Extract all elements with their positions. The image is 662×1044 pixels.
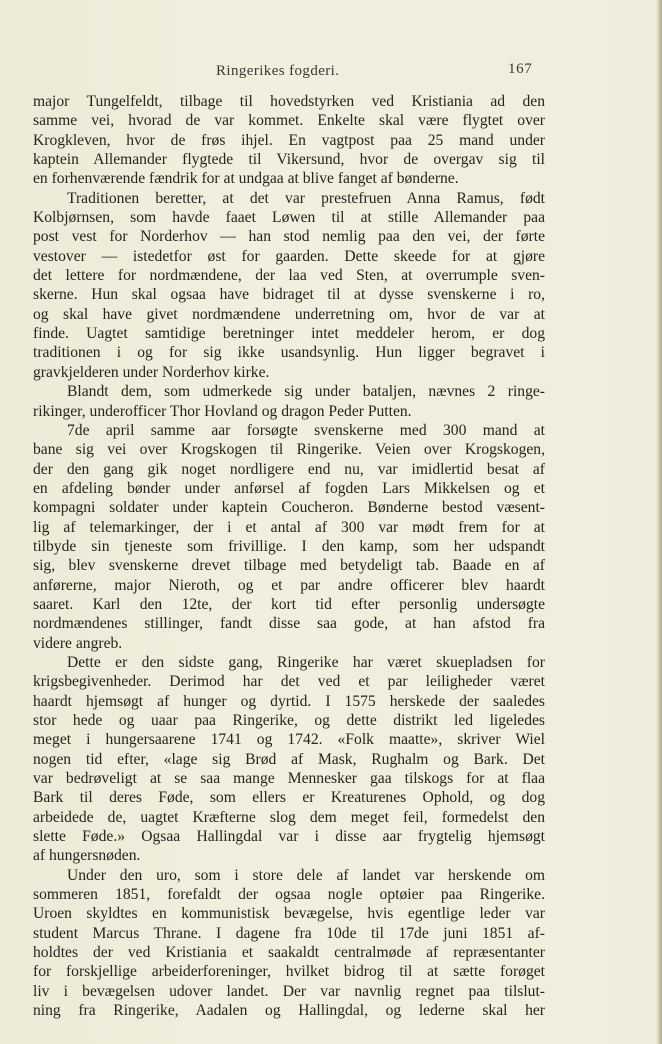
text-line: bane sig vei over Krogskogen til Ringerike. Veien over Krogskogen, [33,441,545,459]
text-line: gravkjelderen under Norderhov kirke. [33,363,270,381]
text-line: Uroen skyldtes en kommunistisk bevægelse, hvis egentlige leder var [33,905,545,923]
text-line: sommeren 1851, forefaldt der ogsaa nogle optøier paa Ringerike. [33,886,545,904]
text-line: skerne. Hun skal ogsaa have bidraget til at dysse svenskerne i ro, [33,286,545,304]
running-title: Ringerikes fogderi. [216,63,340,79]
text-line: sig, blev svenskerne drevet tilbage med betydeligt tab. Baade en af [33,557,545,575]
text-line: en afdeling bønder under anførsel af fogden Lars Mikkelsen og et [33,479,545,497]
text-line: det lettere for nordmændene, der laa ved Sten, at overrumple sven- [33,267,545,285]
text-line: traditionen i og for sig ikke usandsynlig. Hun ligger begravet i [33,344,545,362]
text-line: nogen tid efter, «lage sig Brød af Mask, Rughalm og Bark. Det [33,750,545,768]
text-line: student Marcus Thrane. I dagene fra 10de til 17de juni 1851 af- [33,924,545,942]
text-line: kaptein Allemander flygtede til Vikersund, hvor de overgav sig til [33,151,545,169]
body-text [33,92,545,1021]
text-line: holdtes der ved Kristiania et saakaldt centralmøde af repræsentanter [33,944,545,962]
text-line: liv i bevægelsen udover landet. Der var navnlig regnet paa tilslut- [33,982,545,1000]
text-line: vestover — istedetfor øst for gaarden. Dette skeede for at gjøre [33,247,545,265]
text-line: 7de april samme aar forsøgte svenskerne med 300 mand at [67,421,545,439]
text-line: lig af telemarkinger, der i et antal af 300 var mødt frem for at [33,518,545,536]
text-line: kompagni soldater under kaptein Coucheron. Bønderne bestod væsent- [33,499,545,517]
text-line: stor hede og uaar paa Ringerike, og dette distrikt led ligeledes [33,712,545,729]
text-line: der den gang gik noget nordligere end nu, var imidlertid besat af [33,460,545,478]
text-line: Traditionen beretter, at det var prestefruen Anna Ramus, født [67,189,545,207]
text-line: og skal have givet nordmændene underretning om, hvor de var at [33,305,545,323]
text-line: Blandt dem, som udmerkede sig under bataljen, nævnes 2 ringe- [67,383,545,401]
text-line: Bark til deres Føde, som ellers er Kreaturenes Ophold, og dog [33,789,545,807]
text-line: meget i hungersaarene 1741 og 1742. «Folk maatte», skriver Wiel [33,731,545,749]
text-line: Kolbjørnsen, som havde faaet Løwen til at stille Allemander paa [33,209,545,227]
text-line: Dette er den sidste gang, Ringerike har været skuepladsen for [67,653,545,671]
text-line: post vest for Norderhov — han stod nemlig paa den vei, der førte [33,228,545,246]
text-line: rikinger, underofficer Thor Hovland og dragon Peder Putten. [33,402,412,420]
text-line: anførerne, major Nieroth, og et par andre officerer blev haardt [33,576,545,594]
text-line: Krogkleven, hvor de frøs ihjel. En vagtpost paa 25 mand under [33,131,545,149]
text-line: slette Føde.» Ogsaa Hallingdal var i disse aar frygtelig hjemsøgt [33,828,545,846]
text-line: arbeidede de, uagtet Kræfterne slog dem meget feil, formedelst den [33,808,545,826]
page-header [0,60,662,84]
text-line: tilbyde sin tjeneste som frivillige. I den kamp, som her udspandt [33,537,545,555]
text-line: krigsbegivenheder. Derimod har det ved et par leiligheder været [33,673,545,691]
page-number: 167 [508,61,533,77]
text-line: finde. Uagtet samtidige beretninger intet meddeler herom, er dog [33,325,545,343]
text-line: saaret. Karl den 12te, der kort tid efter personlig undersøgte [33,595,545,613]
text-line: major Tungelfeldt, tilbage til hovedstyrken ved Kristiania ad den [33,93,545,110]
text-line: haardt hjemsøgt af hunger og dyrtid. I 1575 herskede der saaledes [33,692,545,710]
text-line: en forhenværende fændrik for at undgaa at blive fanget af bønderne. [33,170,459,188]
text-line: Under den uro, som i store dele af landet var herskende om [67,866,545,884]
text-line: videre angreb. [33,634,123,652]
text-line: var bedrøveligt at se saa mange Mennesker gaa tilskogs for at flaa [33,770,545,788]
page-edge-shadow [656,0,662,1044]
text-line: ning fra Ringerike, Aadalen og Hallingdal, og lederne skal her [33,1002,545,1020]
text-line: af hungersnøden. [33,847,141,865]
text-line: nordmændenes stillinger, fandt disse saa gode, at han afstod fra [33,615,545,633]
text-line: samme vei, hvorad de var kommet. Enkelte skal være flygtet over [33,112,545,130]
text-line: for forskjellige arbeiderforeninger, hvilket bidrog til at sætte forøget [33,963,545,981]
